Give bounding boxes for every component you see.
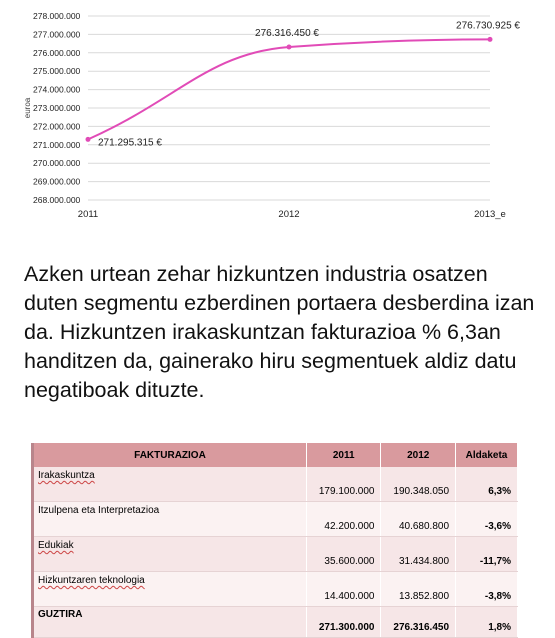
header-fakturazioa: FAKTURAZIOA (34, 443, 306, 467)
chart-canvas (0, 0, 555, 230)
y-axis-label: euroa (23, 97, 32, 119)
revenue-table (31, 443, 521, 638)
y-tick-label: 272.000.000 (33, 121, 81, 132)
total-change: 1,8% (456, 607, 518, 638)
summary-paragraph: Azken urtean zehar hizkuntzen industria osatzen duten segmentu ezberdinen portaera desberdina izan da. Hizkuntzen irakaskuntzan fakturazioa % 6,3an handitzen da, gainerako hiru segmentuek aldiz datu negatiboak dituzte. (24, 262, 535, 402)
y-tick-label: 275.000.000 (33, 66, 81, 77)
table-row (34, 572, 518, 607)
data-label: 271.295.315 € (98, 137, 162, 149)
table-row (34, 537, 518, 572)
total-2011: 271.300.000 (306, 607, 381, 638)
total-label: GUZTIRA (34, 607, 306, 638)
cell-2011: 179.100.000 (306, 467, 381, 502)
table-header-row (34, 443, 518, 467)
data-point (287, 44, 292, 49)
cell-2012: 40.680.800 (381, 502, 456, 537)
cell-2011: 14.400.000 (306, 572, 381, 607)
cell-2012: 190.348.050 (381, 467, 456, 502)
data-point (488, 37, 493, 42)
row-label-irakaskuntza: Irakaskuntza (38, 470, 95, 481)
cell-2012: 13.852.800 (381, 572, 456, 607)
header-aldaketa: Aldaketa (456, 443, 518, 467)
x-tick-label: 2013_e (474, 209, 506, 220)
cell-change: -3,8% (456, 572, 518, 607)
row-label-hizkuntzaren-teknologia: Hizkuntzaren teknologia (38, 575, 145, 586)
cell-2011: 35.600.000 (306, 537, 381, 572)
cell-change: 6,3% (456, 467, 518, 502)
y-tick-label: 268.000.000 (33, 195, 81, 205)
data-point (86, 137, 91, 142)
table-total-row (34, 607, 518, 638)
revenue-line-chart (0, 0, 555, 230)
y-tick-label: 276.000.000 (33, 47, 81, 58)
header-2012: 2012 (381, 443, 456, 467)
cell-2011: 42.200.000 (306, 502, 381, 537)
y-tick-label: 277.000.000 (33, 29, 81, 40)
x-tick-label: 2012 (278, 209, 300, 220)
table-row (34, 467, 518, 502)
cell-change: -11,7% (456, 537, 518, 572)
table-row (34, 502, 518, 537)
row-label-itzulpena: Itzulpena eta Interpretazioa (38, 505, 160, 516)
y-tick-label: 273.000.000 (33, 103, 81, 113)
y-tick-label: 278.000.000 (33, 11, 81, 21)
y-tick-label: 269.000.000 (33, 176, 81, 187)
header-2011: 2011 (306, 443, 381, 467)
cell-2012: 31.434.800 (381, 537, 456, 572)
fakturazioa-table (34, 443, 518, 638)
y-tick-label: 274.000.000 (33, 84, 81, 95)
y-tick-label: 271.000.000 (33, 139, 81, 150)
y-tick-label: 270.000.000 (33, 158, 81, 169)
x-tick-label: 2011 (77, 209, 99, 220)
data-label: 276.316.450 € (255, 27, 319, 39)
data-label: 276.730.925 € (456, 20, 520, 32)
total-2012: 276.316.450 (381, 607, 456, 638)
cell-change: -3,6% (456, 502, 518, 537)
row-label-edukiak: Edukiak (38, 540, 74, 551)
